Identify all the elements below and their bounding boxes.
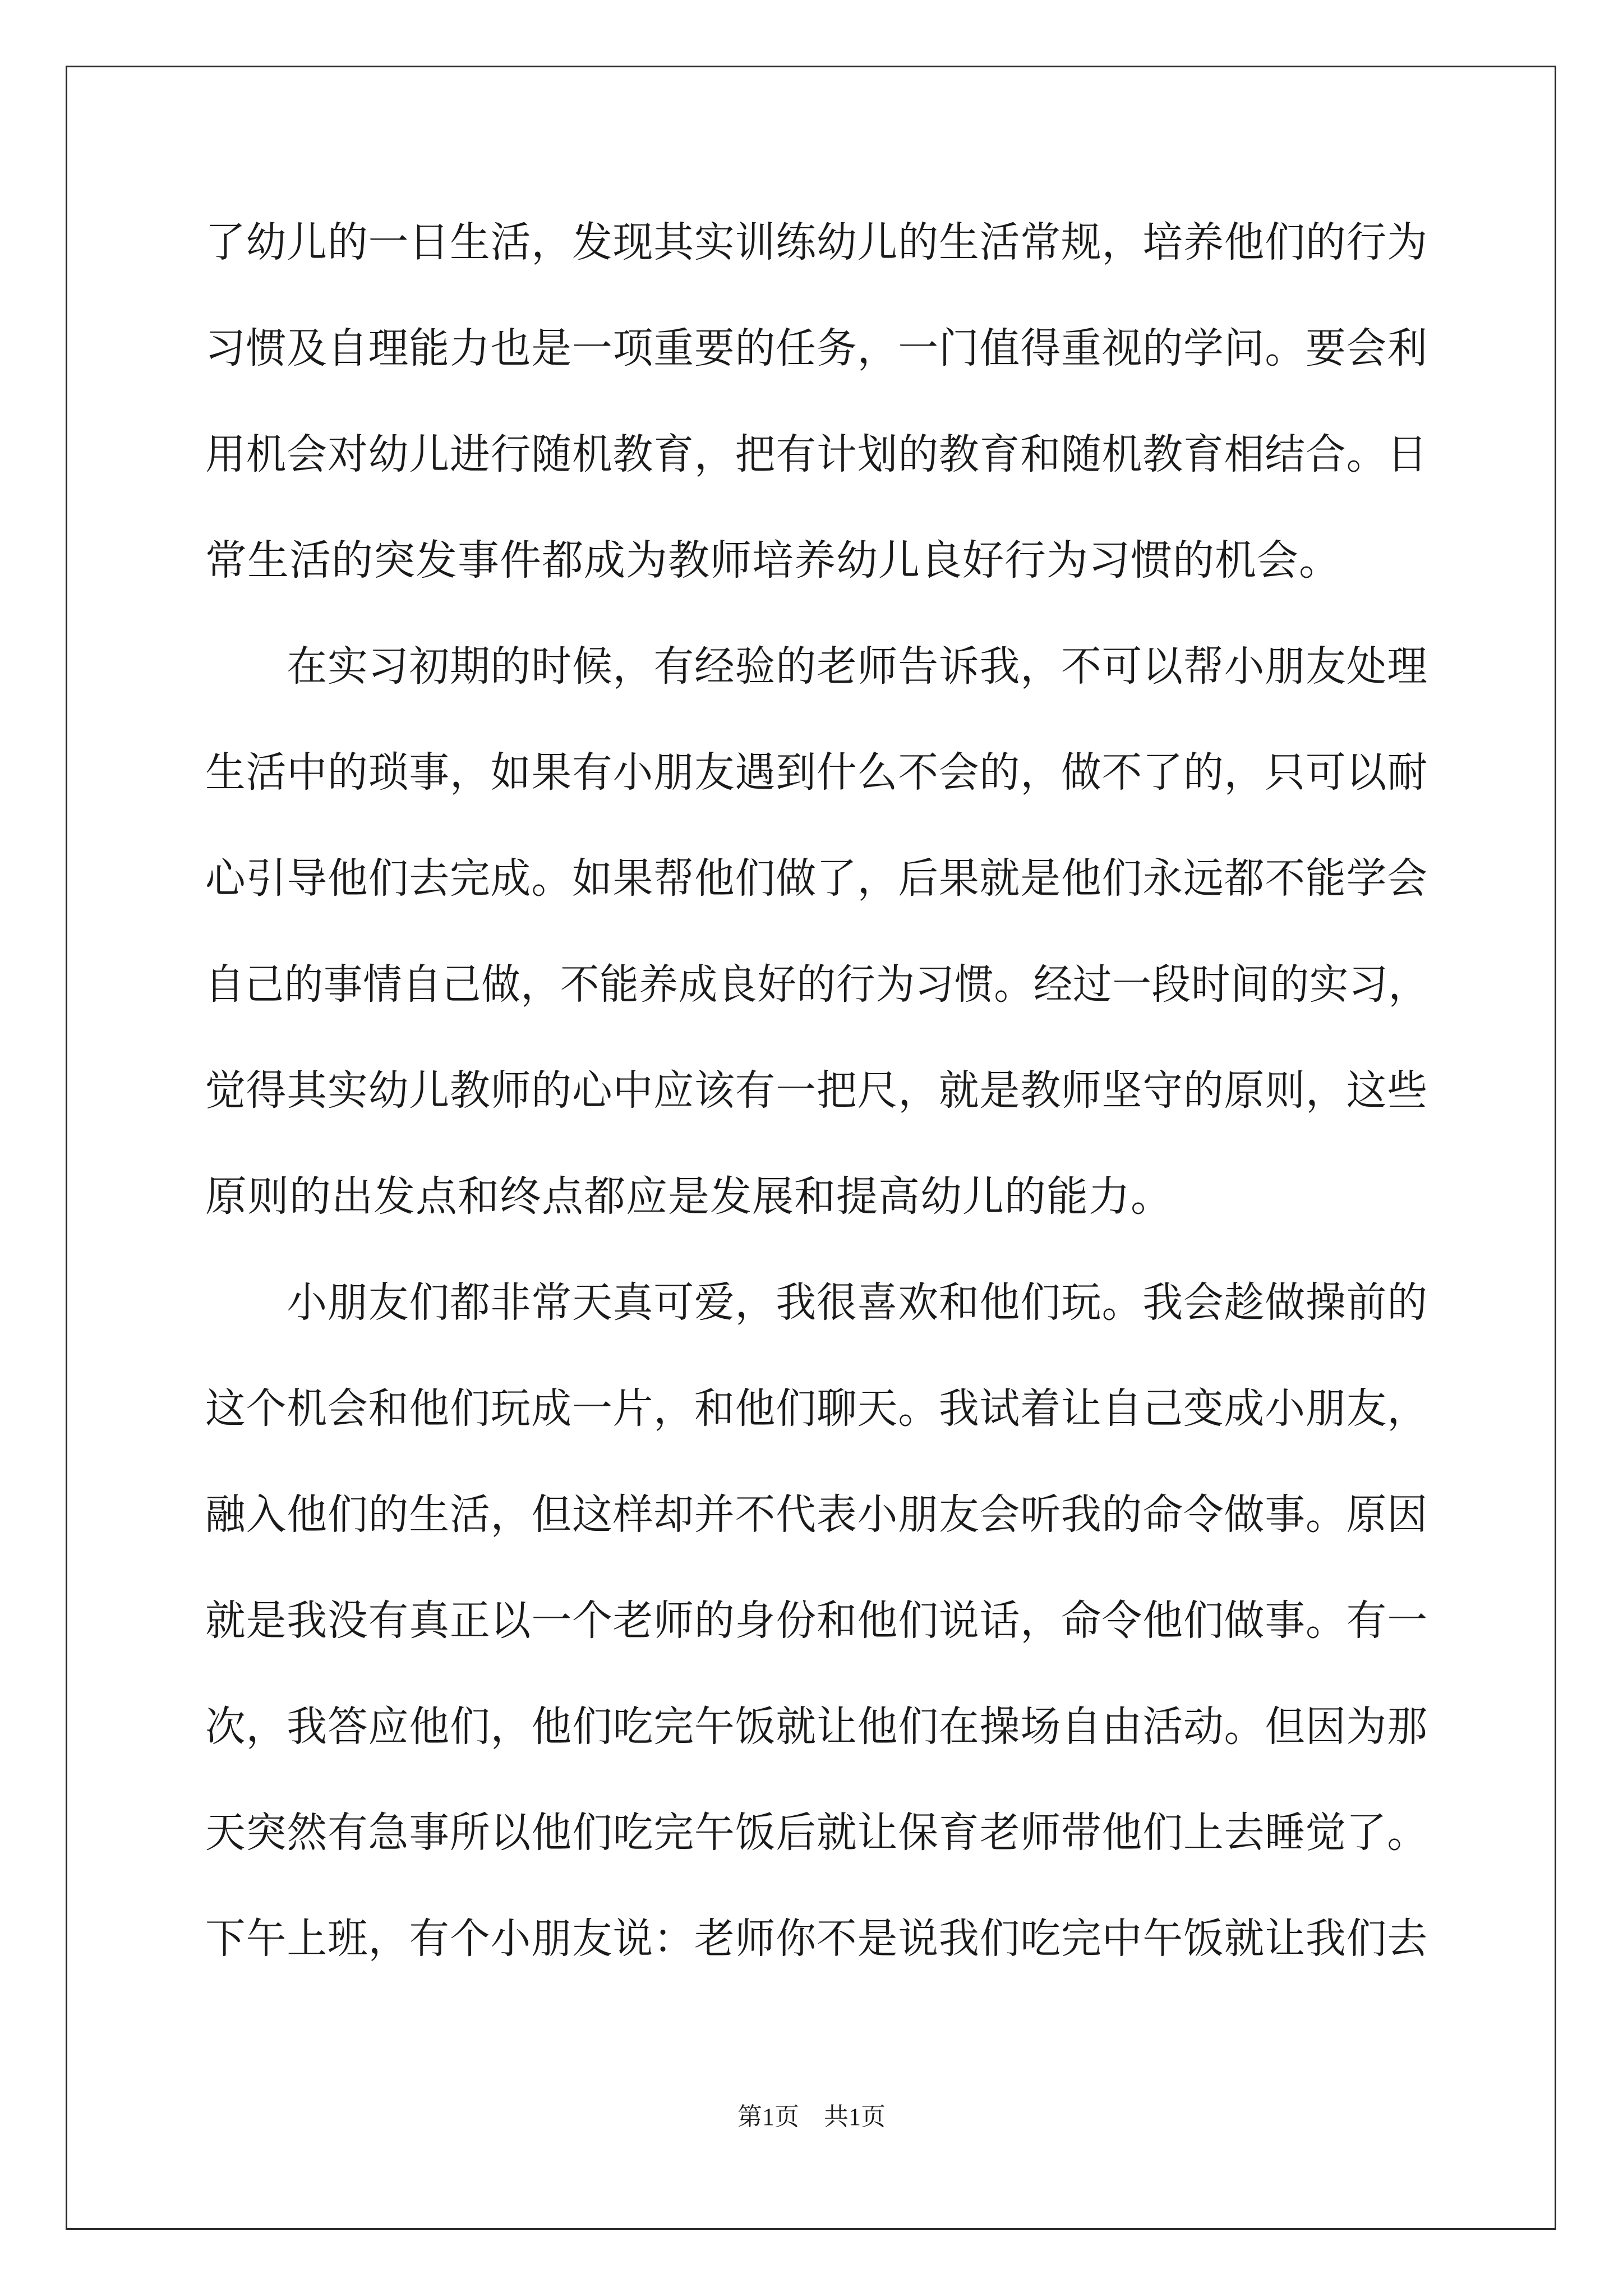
text-line: 习惯及自理能力也是一项重要的任务，一门值得重视的学问。要会利 — [205, 324, 1428, 372]
text-line: 觉得其实幼儿教师的心中应该有一把尺，就是教师坚守的原则，这些 — [205, 1066, 1428, 1115]
text-line: 生活中的琐事，如果有小朋友遇到什么不会的，做不了的，只可以耐 — [205, 748, 1428, 797]
text-line: 小朋友们都非常天真可爱，我很喜欢和他们玩。我会趁做操前的 — [205, 1278, 1428, 1327]
page-footer: 第1页 共1页 — [737, 2103, 886, 2131]
text-line: 自己的事情自己做，不能养成良好的行为习惯。经过一段时间的实习， — [205, 960, 1428, 1009]
text-line: 在实习初期的时候，有经验的老师告诉我，不可以帮小朋友处理 — [205, 642, 1428, 691]
text-line: 用机会对幼儿进行随机教育，把有计划的教育和随机教育相结合。日 — [205, 430, 1428, 478]
text-line: 就是我没有真正以一个老师的身份和他们说话，命令他们做事。有一 — [205, 1596, 1428, 1645]
text-line: 融入他们的生活，但这样却并不代表小朋友会听我的命令做事。原因 — [205, 1490, 1428, 1539]
text-line: 了幼儿的一日生活，发现其实训练幼儿的生活常规，培养他们的行为 — [205, 218, 1428, 266]
text-line: 常生活的突发事件都成为教师培养幼儿良好行为习惯的机会。 — [205, 536, 1341, 585]
text-line: 心引导他们去完成。如果帮他们做了，后果就是他们永远都不能学会 — [205, 854, 1428, 903]
text-line: 原则的出发点和终点都应是发展和提高幼儿的能力。 — [205, 1172, 1173, 1221]
text-line: 次，我答应他们，他们吃完午饭就让他们在操场自由活动。但因为那 — [205, 1703, 1428, 1751]
text-line: 天突然有急事所以他们吃完午饭后就让保育老师带他们上去睡觉了。 — [205, 1809, 1428, 1857]
text-line: 这个机会和他们玩成一片，和他们聊天。我试着让自己变成小朋友， — [205, 1384, 1428, 1433]
text-line: 下午上班，有个小朋友说：老师你不是说我们吃完中午饭就让我们去 — [205, 1915, 1428, 1963]
